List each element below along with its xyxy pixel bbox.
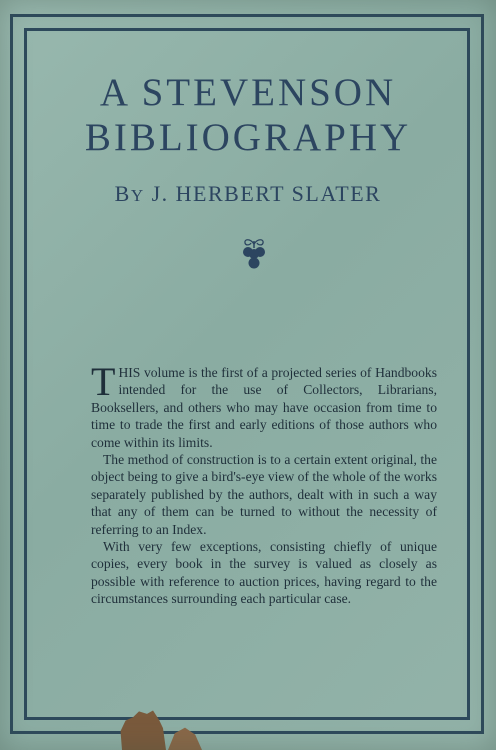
- author-prefix-initial: B: [114, 181, 131, 206]
- author-name: J. HERBERT SLATER: [151, 181, 382, 206]
- paragraph-1-text: HIS volume is the first of a projected series of Handbooks intended for the use of Collectors, Librarians, Booksellers, and others who may have occasion from time to time to trade the first and early editions of those authors who come within its limits.: [91, 365, 437, 450]
- paragraph-2: The method of construction is to a certain extent original, the object being to give a bird's-eye view of the whole of the works separately published by the authors, dealt with in such a way that any of them can be turned to without the necessity of referring to an Index.: [91, 452, 437, 537]
- grape-cluster-icon: [238, 236, 270, 270]
- paragraph-1: [91, 359, 437, 451]
- title-line-2: BIBLIOGRAPHY: [84, 116, 412, 159]
- description-text: [91, 359, 437, 608]
- paragraph-3: With very few exceptions, consisting chiefly of unique copies, every book in the survey is valued as closely as possible with reference to auction prices, having regard to the circumstances surrounding each particular case.: [91, 539, 437, 607]
- author-prefix-rest: Y: [130, 186, 145, 205]
- drop-cap: T: [91, 359, 116, 404]
- author-line: [0, 183, 496, 205]
- title-line-1: A STEVENSON: [99, 71, 397, 114]
